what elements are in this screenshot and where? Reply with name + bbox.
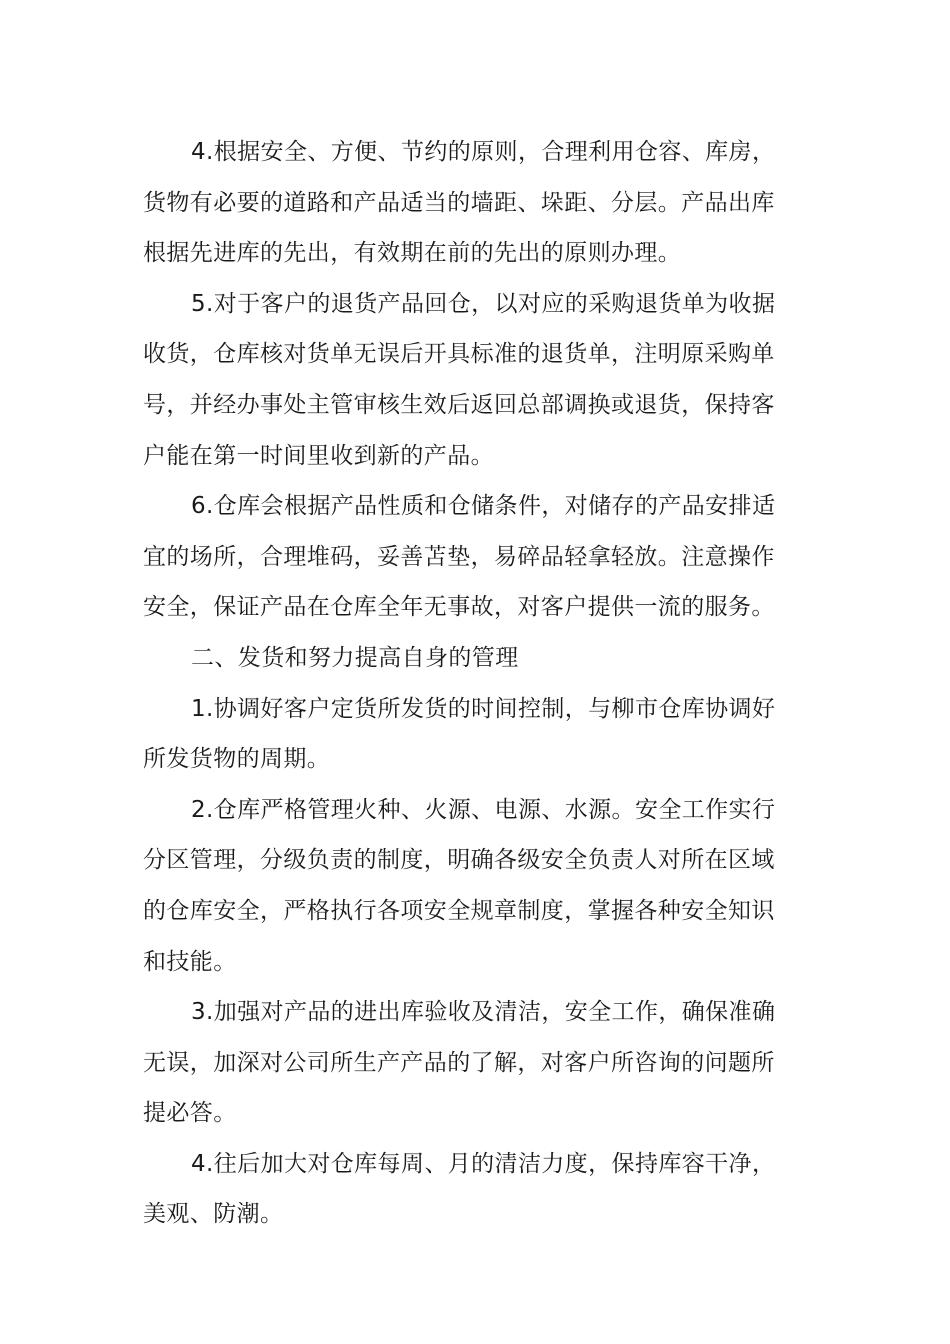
- text-line: 宜的场所，合理堆码，妥善苫垫，易碎品轻拿轻放。注意操作: [143, 543, 775, 570]
- text-line: 货物有必要的道路和产品适当的墙距、垛距、分层。产品出库: [143, 189, 775, 216]
- text-line: 3.加强对产品的进出库验收及清洁，安全工作，确保准确: [191, 999, 776, 1026]
- text-line: 6.仓库会根据产品性质和仓储条件，对储存的产品安排适: [191, 493, 776, 520]
- text-line: 收货，仓库核对货单无误后开具标准的退货单，注明原采购单: [143, 341, 775, 368]
- paragraph-5-returns: [143, 279, 809, 481]
- text-line: 无误，加深对公司所生产产品的了解，对客户所咨询的问题所: [143, 1049, 775, 1076]
- document-body: [143, 127, 809, 1240]
- text-line: 根据先进库的先出，有效期在前的先出的原则办理。: [143, 240, 682, 267]
- text-line: 安全，保证产品在仓库全年无事故，对客户提供一流的服务。: [143, 594, 775, 621]
- paragraph-2-fire-safety: [143, 785, 809, 987]
- text-line: 分区管理，分级负责的制度，明确各级安全负责人对所在区域: [143, 847, 775, 874]
- text-line: 1.协调好客户定货所发货的时间控制，与柳市仓库协调好: [191, 695, 776, 722]
- text-line: 4.根据安全、方便、节约的原则，合理利用仓容、库房，: [191, 139, 776, 165]
- text-line: 提必答。: [143, 1100, 237, 1127]
- paragraph-6-storage-safety: [143, 481, 809, 633]
- text-line: 和技能。: [143, 948, 237, 975]
- text-line: 二、发货和努力提高自身的管理: [191, 644, 519, 671]
- text-line: 所发货物的周期。: [143, 746, 331, 773]
- text-line: 5.对于客户的退货产品回仓，以对应的采购退货单为收据: [191, 290, 776, 317]
- text-line: 4.往后加大对仓库每周、月的清洁力度，保持库容干净，: [191, 1150, 776, 1177]
- text-line: 2.仓库严格管理火种、火源、电源、水源。安全工作实行: [191, 796, 776, 823]
- paragraph-4-cleaning: [143, 1139, 809, 1240]
- paragraph-3-inspection: [143, 987, 809, 1139]
- paragraph-4-storage-principles: [143, 127, 809, 279]
- text-line: 美观、防潮。: [143, 1201, 284, 1228]
- text-line: 户能在第一时间里收到新的产品。: [143, 442, 494, 469]
- text-line: 的仓库安全，严格执行各项安全规章制度，掌握各种安全知识: [143, 897, 775, 924]
- text-line: 号，并经办事处主管审核生效后返回总部调换或退货，保持客: [143, 391, 775, 418]
- section-heading: [143, 633, 809, 684]
- paragraph-1-delivery-timing: [143, 684, 809, 785]
